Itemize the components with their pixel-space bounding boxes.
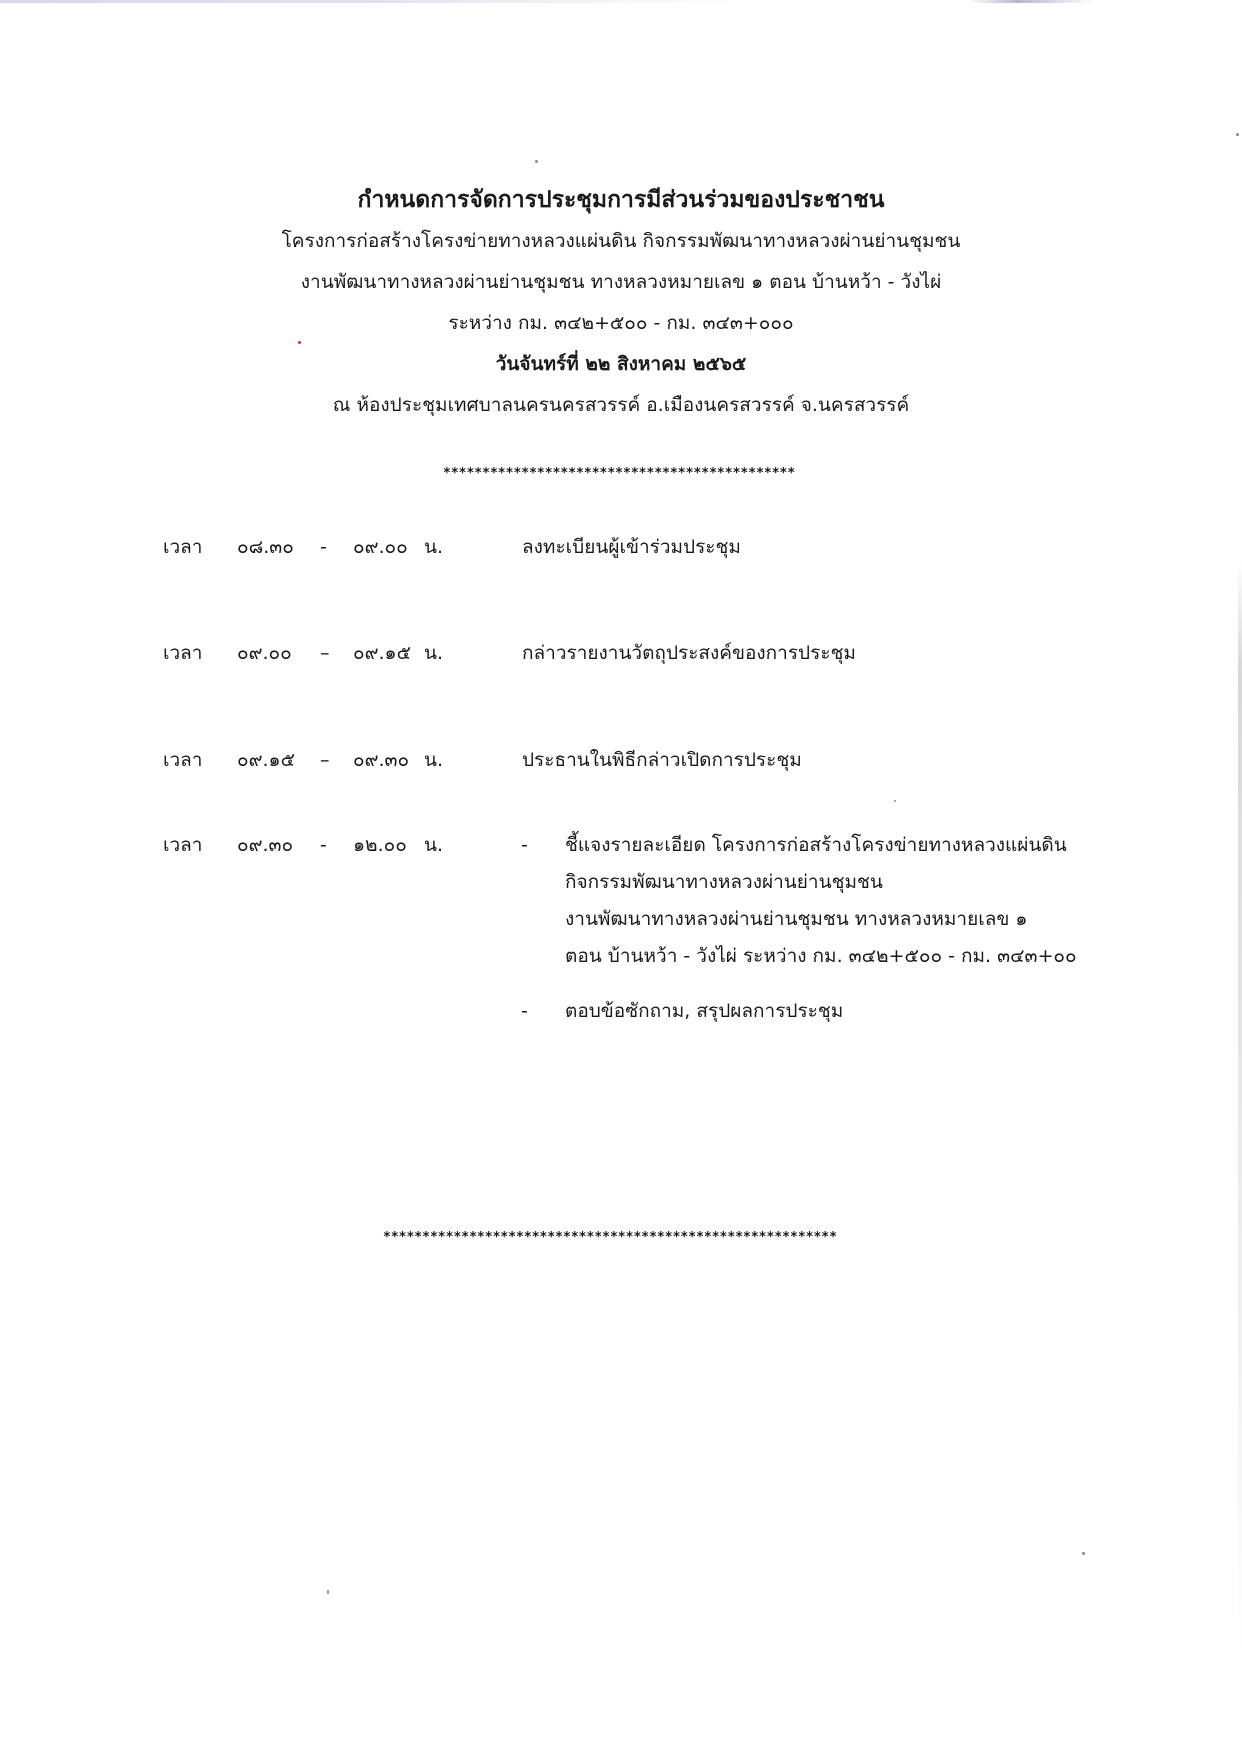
- detail-line: ตอน บ้านหว้า - วังไผ่ ระหว่าง กม. ๓๔๒+๕๐๐ - กม. ๓๔๓+๐๐: [565, 945, 1077, 967]
- detail-line: ตอบข้อซักถาม, สรุปผลการประชุม: [565, 1000, 844, 1022]
- list-item: [521, 831, 1221, 971]
- document-header: [0, 183, 1242, 420]
- time-unit: น.: [424, 536, 444, 558]
- time-label: เวลา: [163, 749, 203, 771]
- route-line: งานพัฒนาทางหลวงผ่านย่านชุมชน ทางหลวงหมายเลข ๑ ตอน บ้านหว้า - วังไผ่: [300, 271, 942, 293]
- time-start: ๐๙.๓๐: [237, 834, 294, 856]
- bullet-dash: -: [521, 834, 528, 856]
- activity-text: ประธานในพิธีกล่าวเปิดการประชุม: [522, 749, 802, 771]
- detail-line: กิจกรรมพัฒนาทางหลวงผ่านย่านชุมชน: [565, 871, 883, 893]
- scan-speck: [894, 800, 896, 802]
- km-range-line: ระหว่าง กม. ๓๔๒+๕๐๐ - กม. ๓๔๓+๐๐๐: [448, 312, 794, 334]
- scan-speck: [535, 160, 538, 163]
- time-unit: น.: [424, 834, 444, 856]
- time-label: เวลา: [163, 642, 203, 664]
- separator-bottom: **********************************************************: [383, 1230, 837, 1245]
- time-dash: -: [320, 536, 327, 558]
- activity-text: ลงทะเบียนผู้เข้าร่วมประชุม: [522, 536, 741, 558]
- time-label: เวลา: [163, 834, 203, 856]
- scan-edge-right: [1238, 560, 1242, 1660]
- detail-line: ชี้แจงรายละเอียด โครงการก่อสร้างโครงข่ายทางหลวงแผ่นดิน: [565, 834, 1067, 856]
- session-details: [521, 831, 1221, 1026]
- scan-edge-top: [0, 0, 1242, 3]
- time-end: ๐๙.๑๕: [353, 642, 411, 664]
- meeting-venue: ณ ห้องประชุมเทศบาลนครนครสวรรค์ อ.เมืองนครสวรรค์ จ.นครสวรรค์: [332, 394, 910, 416]
- time-unit: น.: [424, 642, 444, 664]
- scan-speck: [327, 1590, 329, 1594]
- document-title: กำหนดการจัดการประชุมการมีส่วนร่วมของประชาชน: [357, 187, 885, 213]
- time-unit: น.: [424, 749, 444, 771]
- separator-top: *********************************************: [443, 466, 796, 481]
- bullet-dash: -: [521, 1000, 528, 1022]
- activity-text: กล่าวรายงานวัตถุประสงค์ของการประชุม: [522, 642, 856, 664]
- time-end: ๐๙.๐๐: [353, 536, 408, 558]
- time-end: ๑๒.๐๐: [353, 834, 407, 856]
- time-start: ๐๘.๓๐: [237, 536, 294, 558]
- list-item: [521, 997, 1221, 1026]
- time-dash: -: [320, 834, 327, 856]
- scan-speck: [1236, 133, 1239, 136]
- time-start: ๐๙.๑๕: [237, 749, 295, 771]
- time-start: ๐๙.๐๐: [237, 642, 292, 664]
- time-dash: –: [320, 749, 330, 771]
- meeting-date: วันจันทร์ที่ ๒๒ สิงหาคม ๒๕๖๕: [495, 353, 747, 375]
- project-line: โครงการก่อสร้างโครงข่ายทางหลวงแผ่นดิน กิจกรรมพัฒนาทางหลวงผ่านย่านชุมชน: [281, 230, 961, 252]
- time-dash: –: [320, 642, 330, 664]
- time-label: เวลา: [163, 536, 203, 558]
- time-end: ๐๙.๓๐: [353, 749, 410, 771]
- scan-speck: [1082, 1552, 1085, 1555]
- detail-line: งานพัฒนาทางหลวงผ่านย่านชุมชน ทางหลวงหมายเลข ๑: [565, 908, 1028, 930]
